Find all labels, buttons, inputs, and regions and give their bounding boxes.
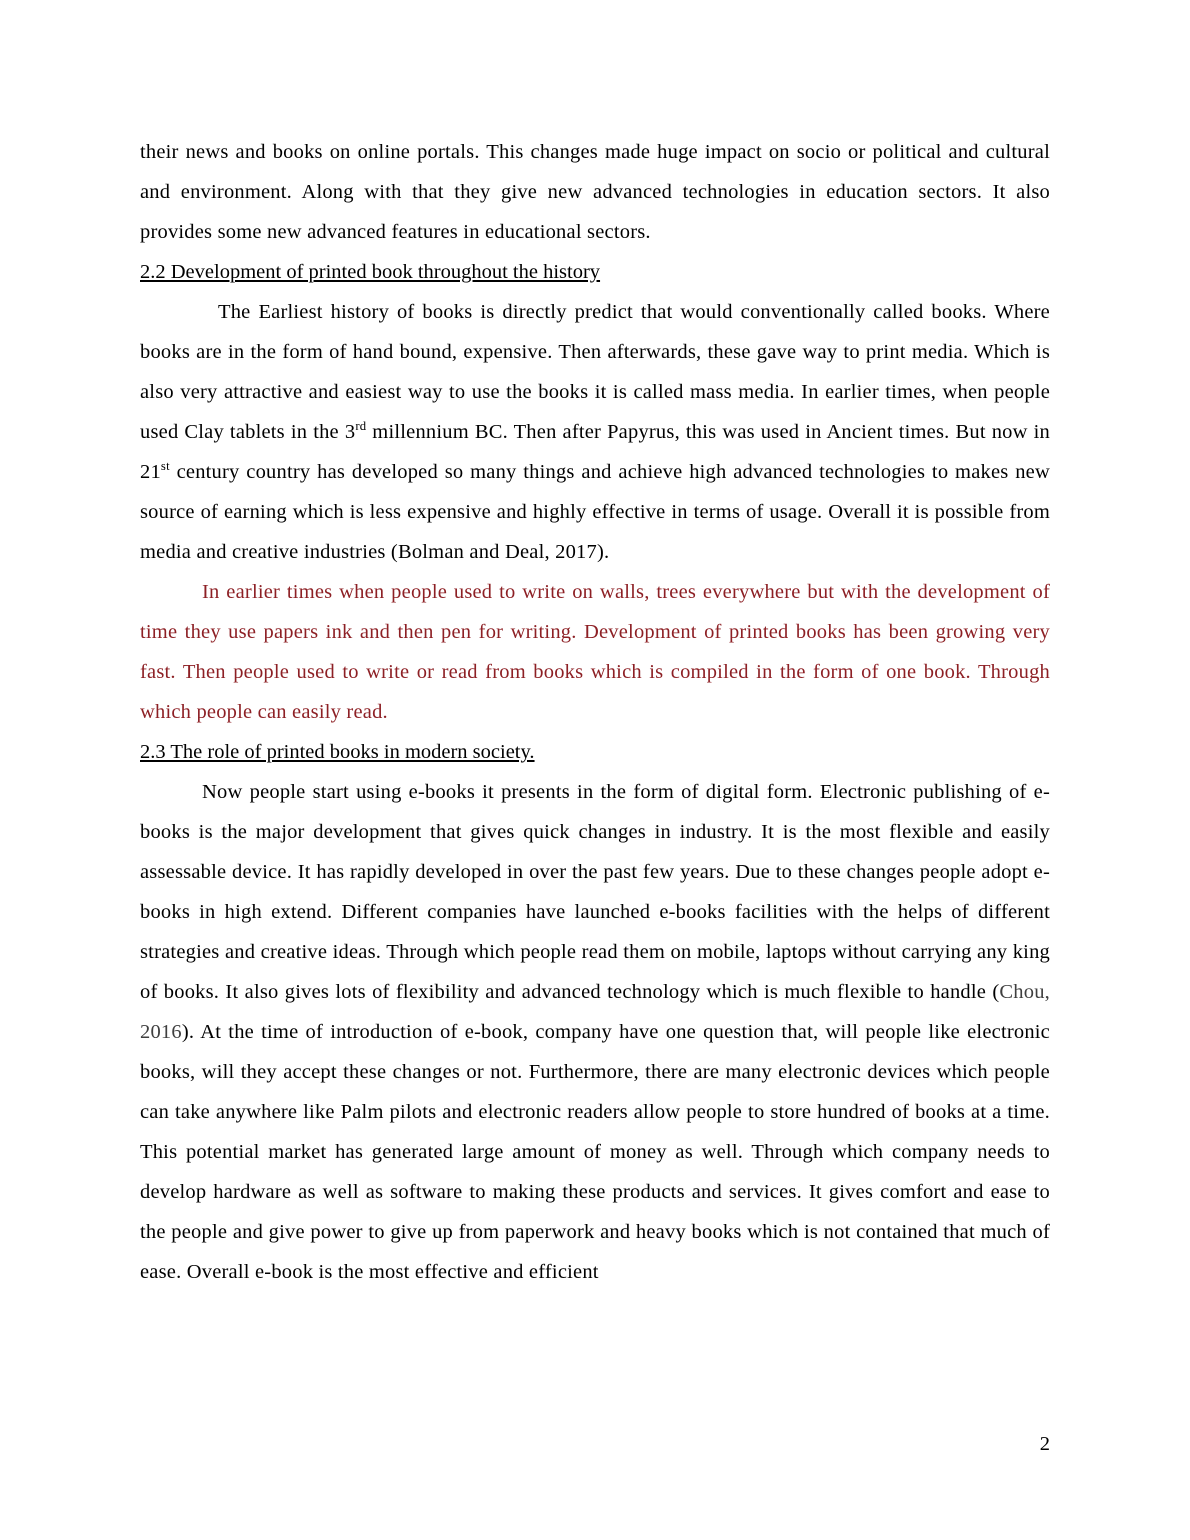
paragraph-history-part1: The Earliest history of books is directly predict that would conventionally called books. Where books are in the form of hand bound, expensive. Then afterwards, these gave way to print media. Which is also very attractive and easiest way to use the books it is called mass media. In earlier times, when people used Clay tablets in the 3 bbox=[140, 301, 1050, 443]
citation-chou: Chou, 2016 bbox=[140, 981, 1050, 1043]
page-number: 2 bbox=[1039, 1433, 1050, 1455]
paragraph-modern-part2: ). At the time of introduction of e-book, company have one question that, will people like electronic books, will they accept these changes or not. Furthermore, there are many electronic devices which people can take anywhere like Palm pilots and electronic readers allow people to store hundred of books at a time. This potential market has generated large amount of money as well. Through which company needs to develop hardware as well as software to making these products and services. It gives comfort and ease to the people and give power to give up from paperwork and heavy books which is not contained that much of ease. Overall e-book is the most effective and efficient bbox=[140, 1021, 1050, 1283]
heading-2-2: 2.2 Development of printed book throughout the history bbox=[140, 261, 601, 283]
ordinal-suffix-rd: rd bbox=[355, 419, 367, 434]
heading-2-3: 2.3 The role of printed books in modern society. bbox=[140, 741, 535, 763]
paragraph-history-part3: century country has developed so many things and achieve high advanced technologies to makes new source of earning which is less expensive and highly effective in terms of usage. Overall it is possible from media and creative industries (Bolman and Deal, 2017). bbox=[140, 461, 1050, 563]
paragraph-history-part2: millennium BC. Then after Papyrus, this was used in Ancient times. But now in 21 bbox=[140, 421, 1050, 483]
ordinal-suffix-st: st bbox=[160, 459, 170, 474]
paragraph-intro: their news and books on online portals. This changes made huge impact on socio or political and cultural and environment. Along with that they give new advanced technologies in education sectors. It also provides some new advanced features in educational sectors. bbox=[140, 141, 1050, 243]
paragraph-history-of-books bbox=[140, 292, 1050, 572]
paragraph-highlighted-red: In earlier times when people used to write on walls, trees everywhere but with the development of time they use papers ink and then pen for writing. Development of printed books has been growing very fast. Then people used to write or read from books which is compiled in the form of one book. Through which people can easily read. bbox=[140, 581, 1050, 723]
document-body bbox=[140, 132, 1050, 1292]
paragraph-modern-society bbox=[140, 772, 1050, 1292]
paragraph-modern-part1: Now people start using e-books it presents in the form of digital form. Electronic publishing of e-books is the major development that gives quick changes in industry. It is the most flexible and easily assessable device. It has rapidly developed in over the past few years. Due to these changes people adopt e-books in high extend. Different companies have launched e-books facilities with the helps of different strategies and creative ideas. Through which people read them on mobile, laptops without carrying any king of books. It also gives lots of flexibility and advanced technology which is much flexible to handle ( bbox=[140, 781, 1050, 1003]
